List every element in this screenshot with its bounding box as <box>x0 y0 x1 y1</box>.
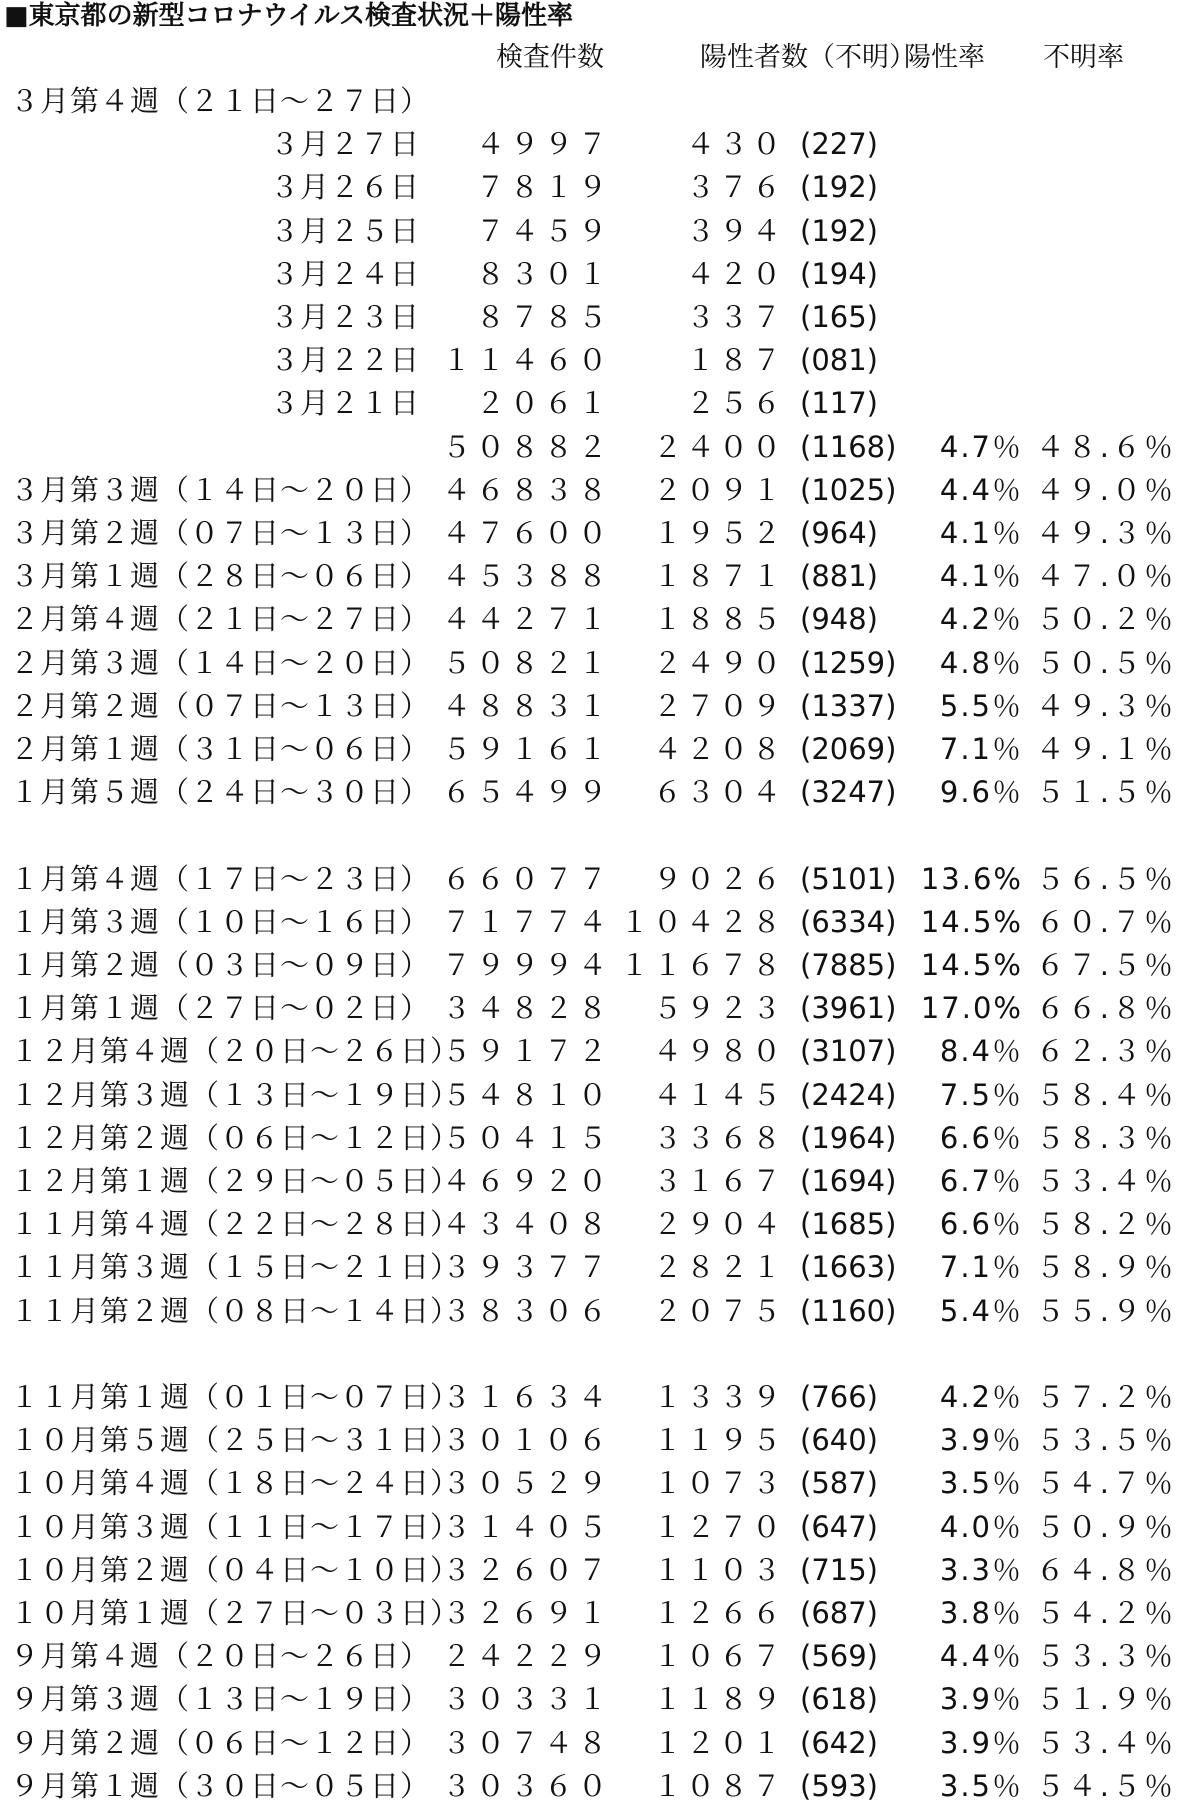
unknown-rate: ５４.７％ <box>1035 1466 1176 1501</box>
unknown-count: (1694) <box>800 1164 897 1198</box>
week-row <box>0 1419 1200 1462</box>
unknown-count: (192) <box>800 170 878 205</box>
daily-row <box>0 166 1200 209</box>
positive-rate: 7.5％ <box>939 1077 1023 1112</box>
unknown-count: (2069) <box>800 732 897 766</box>
tests-count: ３９３７７ <box>441 1250 612 1285</box>
unknown-rate: ６７.５％ <box>1035 948 1176 982</box>
unknown-rate: ４９.３％ <box>1035 688 1176 723</box>
tests-count: ６５４９９ <box>441 775 612 810</box>
week-row <box>0 858 1200 901</box>
tests-count: ７４５９ <box>475 213 612 248</box>
unknown-count: (081) <box>800 343 878 378</box>
unknown-count: (192) <box>800 213 878 248</box>
positive-count: １１９５ <box>652 1423 785 1458</box>
header-unknown-rate: 不明率 <box>1043 42 1124 73</box>
unknown-rate: ６４.８％ <box>1035 1552 1176 1587</box>
week-row <box>0 598 1200 641</box>
positive-count: ４２０８ <box>652 732 785 766</box>
week-label: １月第５週（２４日〜３０日） <box>10 775 431 810</box>
week-row <box>0 1506 1200 1549</box>
unknown-count: (569) <box>800 1639 878 1674</box>
positive-count: ３７６ <box>685 170 785 205</box>
week-row <box>0 1160 1200 1203</box>
unknown-count: (165) <box>800 300 878 334</box>
week-label: １１月第４週（２２日〜２８日） <box>10 1207 461 1242</box>
header-tests: 検査件数 <box>496 42 604 73</box>
week-label: １月第１週（２７日〜０２日） <box>10 991 431 1026</box>
tests-count: ３１６３４ <box>441 1380 612 1414</box>
positive-count: ４１４５ <box>652 1077 785 1112</box>
tests-count: ５０８２１ <box>441 645 612 680</box>
unknown-count: (1964) <box>800 1120 897 1155</box>
week-label: １１月第３週（１５日〜２１日） <box>10 1250 461 1285</box>
week-row <box>0 1635 1200 1678</box>
unknown-rate: ４９.３％ <box>1035 516 1176 550</box>
positive-rate: 13.6% <box>920 861 1023 896</box>
positive-count: ４９８０ <box>652 1034 785 1069</box>
positive-count: ２４９０ <box>652 645 785 680</box>
unknown-count: (1259) <box>800 645 897 680</box>
positive-count: １１６７８ <box>619 948 785 982</box>
week-row <box>0 1290 1200 1333</box>
unknown-rate: ５１.９％ <box>1035 1682 1176 1717</box>
positive-count: ９０２６ <box>652 861 785 896</box>
tests-count: ４５３８８ <box>441 559 612 594</box>
positive-count: ３３７ <box>685 300 785 334</box>
positive-rate: 6.7％ <box>939 1164 1023 1198</box>
unknown-rate: ５７.２％ <box>1035 1380 1176 1414</box>
unknown-count: (3961) <box>800 991 897 1026</box>
unknown-count: (715) <box>800 1552 878 1587</box>
unknown-count: (3107) <box>800 1034 897 1069</box>
week-label: １０月第１週（２７日〜０３日） <box>10 1596 461 1630</box>
unknown-rate: ５３.３％ <box>1035 1639 1176 1674</box>
positive-rate: 9.6％ <box>939 775 1023 810</box>
unknown-rate: ５１.５％ <box>1035 775 1176 810</box>
tests-count: ３２６９１ <box>441 1596 612 1630</box>
page-title: ■東京都の新型コロナウイルス検査状況＋陽性率 <box>4 1 574 31</box>
tests-count: ２０６１ <box>475 386 612 421</box>
week-label: ９月第４週（２０日〜２６日） <box>10 1639 431 1674</box>
positive-rate: 4.0％ <box>939 1509 1023 1544</box>
unknown-rate: ６２.３％ <box>1035 1034 1176 1069</box>
unknown-count: (1168) <box>800 429 897 464</box>
week-label: １１月第１週（０１日〜０７日） <box>10 1380 461 1414</box>
daily-row <box>0 253 1200 296</box>
week-label: ９月第３週（１３日〜１９日） <box>10 1682 431 1717</box>
positive-rate: 17.0% <box>920 991 1023 1026</box>
week-row <box>0 771 1200 814</box>
week-row <box>0 512 1200 555</box>
tests-count: ４３４０８ <box>441 1207 612 1242</box>
positive-count: １１０３ <box>652 1552 785 1587</box>
week-label: １月第２週（０３日〜０９日） <box>10 948 431 982</box>
positive-rate: 4.2％ <box>939 602 1023 637</box>
week-row <box>0 1722 1200 1765</box>
week-row <box>0 1030 1200 1073</box>
tests-count: ３０５２９ <box>441 1466 612 1501</box>
unknown-rate: ５０.５％ <box>1035 645 1176 680</box>
unknown-rate: ５４.５％ <box>1035 1768 1176 1803</box>
tests-count: ５４８１０ <box>441 1077 612 1112</box>
day-label: ３月２４日 <box>270 256 421 291</box>
week-label: １０月第３週（１１日〜１７日） <box>10 1509 461 1544</box>
positive-count: １９５２ <box>652 516 785 550</box>
week-row <box>0 1549 1200 1592</box>
week-label: ９月第２週（０６日〜１２日） <box>10 1725 431 1760</box>
week-heading-row <box>0 80 1200 123</box>
week-label: １２月第３週（１３日〜１９日） <box>10 1077 461 1112</box>
week-row <box>0 944 1200 987</box>
positive-count: １２６６ <box>652 1596 785 1630</box>
daily-row <box>0 382 1200 425</box>
tests-count: ２４２２９ <box>441 1639 612 1674</box>
week-row <box>0 642 1200 685</box>
positive-count: １１８９ <box>652 1682 785 1717</box>
unknown-count: (618) <box>800 1682 878 1717</box>
positive-rate: 4.8％ <box>939 645 1023 680</box>
positive-count: ３９４ <box>685 213 785 248</box>
unknown-rate: ６０.７％ <box>1035 904 1176 939</box>
unknown-rate: ４９.０％ <box>1035 472 1176 507</box>
week-row <box>0 1246 1200 1289</box>
positive-rate: 3.5％ <box>939 1466 1023 1501</box>
unknown-count: (964) <box>800 516 878 550</box>
week-row <box>0 1117 1200 1160</box>
week-label: １２月第４週（２０日〜２６日） <box>10 1034 461 1069</box>
unknown-count: (5101) <box>800 861 897 896</box>
positive-count: １０６７ <box>652 1639 785 1674</box>
positive-count: １８７１ <box>652 559 785 594</box>
tests-count: ６６０７７ <box>441 861 612 896</box>
positive-rate: 14.5% <box>920 904 1023 939</box>
positive-rate: 4.1％ <box>939 516 1023 550</box>
week-label: ２月第２週（０７日〜１３日） <box>10 688 431 723</box>
unknown-count: (647) <box>800 1509 878 1544</box>
unknown-count: (7885) <box>800 948 897 982</box>
positive-count: ２７０９ <box>652 688 785 723</box>
unknown-count: (948) <box>800 602 878 637</box>
unknown-count: (640) <box>800 1423 878 1458</box>
unknown-count: (593) <box>800 1768 878 1803</box>
week-label: １０月第５週（２５日〜３１日） <box>10 1423 461 1458</box>
tests-count: ３４８２８ <box>441 991 612 1026</box>
positive-count: １２７０ <box>652 1509 785 1544</box>
positive-count: １０４２８ <box>619 904 785 939</box>
unknown-rate: ４７.０％ <box>1035 559 1176 594</box>
positive-rate: 4.4％ <box>939 472 1023 507</box>
tests-count: ３０３３１ <box>441 1682 612 1717</box>
positive-count: ４３０ <box>685 127 785 162</box>
unknown-count: (1025) <box>800 472 897 507</box>
positive-count: ２９０４ <box>652 1207 785 1242</box>
positive-count: ２５６ <box>685 386 785 421</box>
unknown-count: (587) <box>800 1466 878 1501</box>
week-row <box>0 728 1200 771</box>
positive-rate: 4.1％ <box>939 559 1023 594</box>
unknown-count: (1663) <box>800 1250 897 1285</box>
tests-count: ３０７４８ <box>441 1725 612 1760</box>
positive-count: １８７ <box>685 343 785 378</box>
tests-count: ３２６０７ <box>441 1552 612 1587</box>
tests-count: ４８８３１ <box>441 688 612 723</box>
positive-rate: 4.4％ <box>939 1639 1023 1674</box>
positive-count: ２４００ <box>652 429 785 464</box>
unknown-count: (3247) <box>800 775 897 810</box>
unknown-rate: ５８.３％ <box>1035 1120 1176 1155</box>
unknown-count: (2424) <box>800 1077 897 1112</box>
tests-count: ５９１６１ <box>441 732 612 766</box>
week-label: １月第３週（１０日〜１６日） <box>10 904 431 939</box>
tests-count: ８３０１ <box>475 256 612 291</box>
tests-count: ４７６００ <box>441 516 612 550</box>
header-positive-unknown: 陽性者数（不明） <box>700 42 916 73</box>
week-label: １月第４週（１７日〜２３日） <box>10 861 431 896</box>
week-row <box>0 1203 1200 1246</box>
week-label: ３月第３週（１４日〜２０日） <box>10 472 431 507</box>
unknown-count: (6334) <box>800 904 897 939</box>
positive-rate: 3.9％ <box>939 1423 1023 1458</box>
unknown-rate: ５０.２％ <box>1035 602 1176 637</box>
daily-row <box>0 123 1200 166</box>
positive-count: １２０１ <box>652 1725 785 1760</box>
tests-count: ５９１７２ <box>441 1034 612 1069</box>
positive-rate: 3.8％ <box>939 1596 1023 1630</box>
unknown-rate: ４９.１％ <box>1035 732 1176 766</box>
positive-count: ２８２１ <box>652 1250 785 1285</box>
unknown-rate: ５８.９％ <box>1035 1250 1176 1285</box>
positive-count: １８８５ <box>652 602 785 637</box>
day-label: ３月２３日 <box>270 300 421 334</box>
tests-count: ７９９９４ <box>441 948 612 982</box>
tests-count: １１４６０ <box>441 343 612 378</box>
unknown-count: (766) <box>800 1380 878 1414</box>
positive-rate: 7.1％ <box>939 1250 1023 1285</box>
positive-count: １０８７ <box>652 1768 785 1803</box>
positive-count: ６３０４ <box>652 775 785 810</box>
week-row <box>0 1462 1200 1505</box>
week-label: １０月第４週（１８日〜２４日） <box>10 1466 461 1501</box>
day-label: ３月２５日 <box>270 213 421 248</box>
unknown-rate: ５６.５％ <box>1035 861 1176 896</box>
unknown-count: (881) <box>800 559 878 594</box>
week-row <box>0 1376 1200 1419</box>
week-label: ９月第１週（３０日〜０５日） <box>10 1768 431 1803</box>
unknown-rate: ５３.４％ <box>1035 1725 1176 1760</box>
header-positive-rate: 陽性率 <box>904 42 985 73</box>
unknown-rate: ５０.９％ <box>1035 1509 1176 1544</box>
tests-count: ５０４１５ <box>441 1120 612 1155</box>
positive-rate: 3.9％ <box>939 1682 1023 1717</box>
unknown-count: (1160) <box>800 1293 897 1328</box>
unknown-count: (117) <box>800 386 878 421</box>
positive-count: ３１６７ <box>652 1164 785 1198</box>
unknown-count: (194) <box>800 256 878 291</box>
positive-rate: 4.2％ <box>939 1380 1023 1414</box>
unknown-rate: ５４.２％ <box>1035 1596 1176 1630</box>
unknown-count: (227) <box>800 127 878 162</box>
positive-rate: 8.4％ <box>939 1034 1023 1069</box>
day-label: ３月２２日 <box>270 343 421 378</box>
unknown-rate: ４８.６％ <box>1035 429 1176 464</box>
tests-count: ３１４０５ <box>441 1509 612 1544</box>
day-label: ３月２６日 <box>270 170 421 205</box>
week-row <box>0 1074 1200 1117</box>
tests-count: ４９９７ <box>475 127 612 162</box>
tests-count: ７１７７４ <box>441 904 612 939</box>
week-row <box>0 987 1200 1030</box>
unknown-count: (642) <box>800 1725 878 1760</box>
week-label: ２月第４週（２１日〜２７日） <box>10 602 431 637</box>
tests-count: ４４２７１ <box>441 602 612 637</box>
week-label: １０月第２週（０４日〜１０日） <box>10 1552 461 1587</box>
tests-count: ８７８５ <box>475 300 612 334</box>
tests-count: ４６９２０ <box>441 1164 612 1198</box>
positive-rate: 5.5％ <box>939 688 1023 723</box>
positive-rate: 6.6％ <box>939 1120 1023 1155</box>
unknown-rate: ５３.５％ <box>1035 1423 1176 1458</box>
positive-count: ２０９１ <box>652 472 785 507</box>
week-label: １１月第２週（０８日〜１４日） <box>10 1293 461 1328</box>
week-label: ３月第２週（０７日〜１３日） <box>10 516 431 550</box>
unknown-count: (687) <box>800 1596 878 1630</box>
unknown-rate: ５８.４％ <box>1035 1077 1176 1112</box>
positive-count: １３３９ <box>652 1380 785 1414</box>
unknown-rate: ５８.２％ <box>1035 1207 1176 1242</box>
unknown-count: (1337) <box>800 688 897 723</box>
tests-count: ３０１０６ <box>441 1423 612 1458</box>
week-label: １２月第１週（２９日〜０５日） <box>10 1164 461 1198</box>
positive-rate: 4.7％ <box>939 429 1023 464</box>
positive-rate: 3.5％ <box>939 1768 1023 1803</box>
day-label: ３月２７日 <box>270 127 421 162</box>
positive-rate: 5.4％ <box>939 1293 1023 1328</box>
week-label: ２月第３週（１４日〜２０日） <box>10 645 431 680</box>
tests-count: ３０３６０ <box>441 1768 612 1803</box>
daily-row <box>0 296 1200 339</box>
week-row <box>0 469 1200 512</box>
positive-rate: 3.9％ <box>939 1725 1023 1760</box>
week-row <box>0 901 1200 944</box>
week-row <box>0 1678 1200 1721</box>
week-label: ３月第１週（２８日〜０６日） <box>10 559 431 594</box>
daily-row <box>0 210 1200 253</box>
positive-count: ５９２３ <box>652 991 785 1026</box>
unknown-rate: ５３.４％ <box>1035 1164 1176 1198</box>
tests-count: ５０８８２ <box>441 429 612 464</box>
week-row <box>0 555 1200 598</box>
positive-rate: 7.1％ <box>939 732 1023 766</box>
positive-rate: 3.3％ <box>939 1552 1023 1587</box>
week-total-row <box>0 426 1200 469</box>
daily-row <box>0 339 1200 382</box>
week-row <box>0 1765 1200 1808</box>
week-label: ２月第１週（３１日〜０６日） <box>10 732 431 766</box>
positive-count: ３３６８ <box>652 1120 785 1155</box>
week-label: １２月第２週（０６日〜１２日） <box>10 1120 461 1155</box>
tests-count: ３８３０６ <box>441 1293 612 1328</box>
positive-count: ４２０ <box>685 256 785 291</box>
tests-count: ７８１９ <box>475 170 612 205</box>
tests-count: ４６８３８ <box>441 472 612 507</box>
unknown-rate: ５５.９％ <box>1035 1293 1176 1328</box>
unknown-count: (1685) <box>800 1207 897 1242</box>
day-label: ３月２１日 <box>270 386 421 421</box>
week-row <box>0 1592 1200 1635</box>
week-row <box>0 685 1200 728</box>
week-label: ３月第４週（２１日〜２７日） <box>10 84 431 118</box>
positive-count: １０７３ <box>652 1466 785 1501</box>
positive-rate: 6.6％ <box>939 1207 1023 1242</box>
unknown-rate: ６６.８％ <box>1035 991 1176 1026</box>
positive-count: ２０７５ <box>652 1293 785 1328</box>
positive-rate: 14.5% <box>920 948 1023 982</box>
